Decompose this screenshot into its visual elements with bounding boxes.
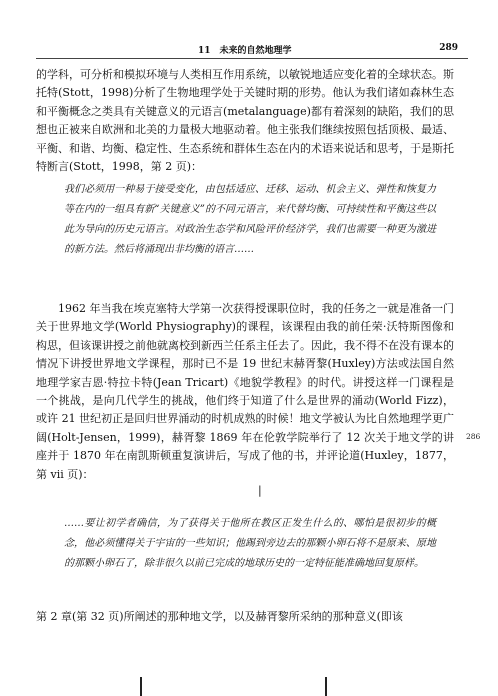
paragraph-3: 第 2 章(第 32 页)所阐述的那种地文学，以及赫胥黎所采纳的那种意义(即该 <box>36 610 403 623</box>
paragraph-1: 的学科，可分析和模拟环境与人类相互作用系统，以敏锐地适应变化着的全球状态。斯托特(Stott，1998)分析了生物地理学处于关键时期的形势。他认为我们诸如森林生态和平衡概念之类具有关键意义的元语言(metalanguage)都有着深刻的缺陷，我们的思想也正被来自欧洲和北美的力量极大地驱动着。他主张我们继续按照包括顶极、最适、平衡、和谐、均衡、稳定性、生态系统和群体生态在内的术语来说话和思考，于是斯托特断言(Stott，1998，第 2 页)： <box>36 68 454 174</box>
page-number: 289 <box>439 43 458 53</box>
block-quote-huxley: ……要让初学者确信，为了获得关于他所在教区正发生什么的、哪怕是很初步的概念，他必须懂得关于宇宙的一些知识；他踢到旁边去的那颗小卵石将不是原来、原地的那颗小卵石了，除非很久以前已完成的地球历史的一定特征能准确地回复原样。 <box>64 518 436 569</box>
scan-edge-mark-left <box>140 677 142 696</box>
stray-pen-mark: | <box>258 484 262 497</box>
header-rule <box>36 58 468 59</box>
scan-edge-mark-right <box>325 677 327 696</box>
chapter-title: 11 未来的自然地理学 <box>198 46 292 56</box>
block-quote-stott: 我们必须用一种易于接受变化，由包括适应、迁移、运动、机会主义、弹性和恢复力等在内的一组具有新“关键意义”的不同元语言，来代替均衡、可持续性和平衡这些以此为导向的历史元语言。对政治生态学和风险评价经济学，我们也需要一种更为激进的新方法。然后将涌现出非均衡的语言…… <box>64 184 436 255</box>
paragraph-2: 1962 年当我在埃克塞特大学第一次获得授课职位时，我的任务之一就是准备一门关于世界地文学(World Physiography)的课程，该课程由我的前任荣·沃特斯图像和构思，但该课讲授之前他就离校到新西兰任系主任去了。因此，我不得不在没有课本的情况下讲授世界地文学课程，那时已不是 19 世纪末赫胥黎(Huxley)方法或法国自然地理学家吉恩·特拉卡特(Jean Tricart)《地貌学教程》的时代。讲授这样一门课程是一个挑战，是向几代学生的挑战，他们终于知道了什么是世界的涌动(World Fizz)，或许 21 世纪初正是回归世界涌动的时机成熟的时候！地文学被认为比自然地理学更广阔(Holt-Jensen，1999)，赫胥黎 1869 年在伦敦学院举行了 12 次关于地文学的讲座并于 1870 年在南凯斯顿重复演讲后，写成了他的书，并评论道(Huxley，1877，第 vii 页)： <box>36 302 454 481</box>
running-header <box>36 43 468 57</box>
margin-page-reference: 286 <box>466 432 481 441</box>
